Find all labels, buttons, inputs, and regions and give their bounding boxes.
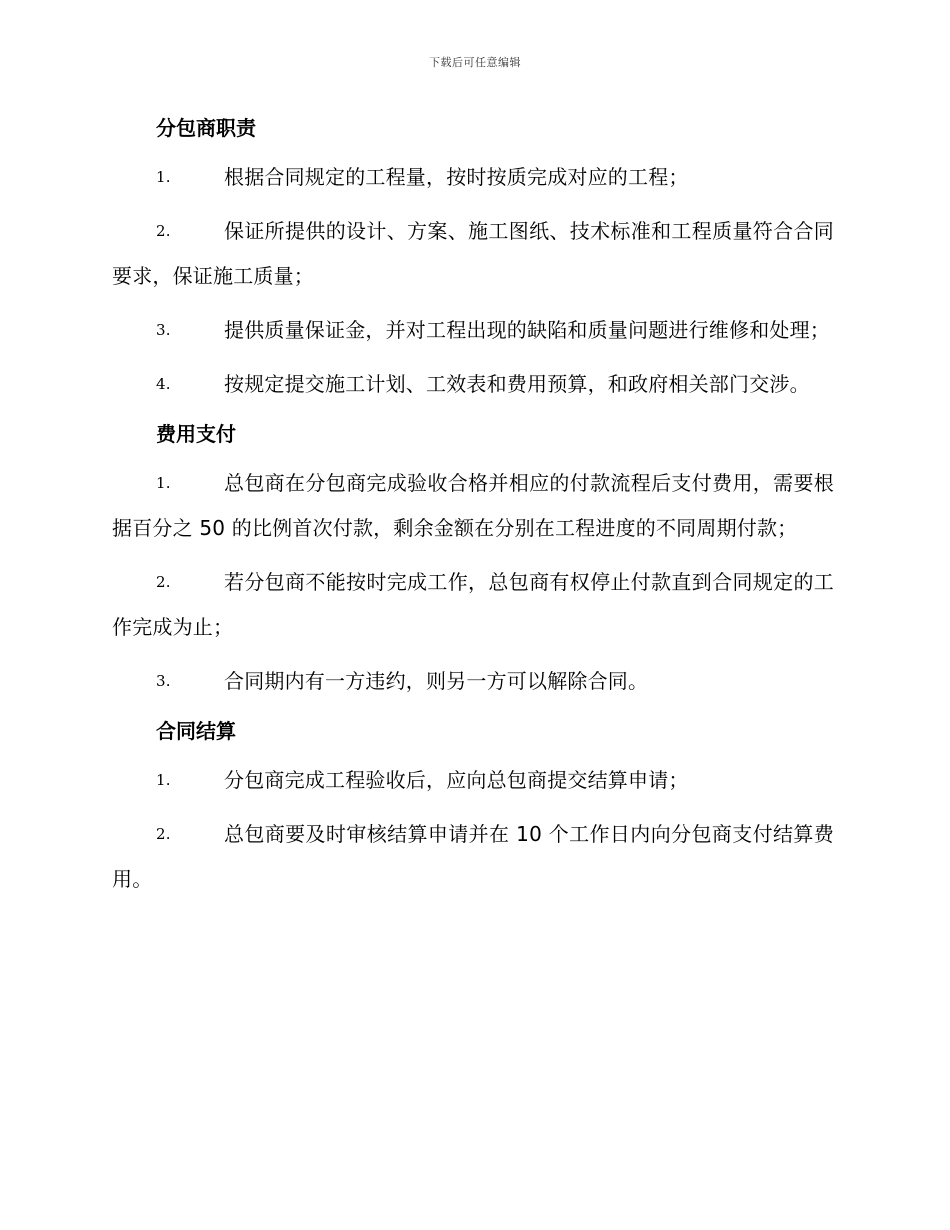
item-text: 根据合同规定的工程量，按时按质完成对应的工程； xyxy=(224,165,689,189)
section-title: 合同结算 xyxy=(156,719,236,743)
item-number: 1. xyxy=(156,771,171,789)
item-text: 总包商在分包商完成验收合格并相应的付款流程后支付费用，需要根据百分之 50 的比例首次付款，剩余金额在分别在工程进度的不同周期付款； xyxy=(112,471,834,540)
list-item xyxy=(112,812,834,902)
list-item xyxy=(112,560,834,650)
item-number: 1. xyxy=(156,168,171,186)
page-header: 下载后可任意编辑 xyxy=(429,56,521,69)
item-text: 合同期内有一方违约，则另一方可以解除合同。 xyxy=(224,669,649,693)
item-number: 2. xyxy=(156,825,171,843)
section-payment xyxy=(112,416,834,704)
list-item xyxy=(112,659,834,704)
section-responsibilities xyxy=(112,110,834,407)
item-number: 2. xyxy=(156,573,171,591)
list-item xyxy=(112,209,834,299)
section-settlement xyxy=(112,713,834,902)
item-text: 若分包商不能按时完成工作，总包商有权停止付款直到合同规定的工作完成为止； xyxy=(112,570,834,639)
document-body xyxy=(112,110,834,902)
list-item xyxy=(112,155,834,200)
list-item xyxy=(112,362,834,407)
section-title: 费用支付 xyxy=(156,422,236,446)
item-text: 提供质量保证金，并对工程出现的缺陷和质量问题进行维修和处理； xyxy=(224,318,830,342)
list-item xyxy=(112,758,834,803)
section-title: 分包商职责 xyxy=(156,116,256,140)
item-text: 保证所提供的设计、方案、施工图纸、技术标准和工程质量符合合同要求，保证施工质量； xyxy=(112,219,834,288)
list-item xyxy=(112,461,834,551)
item-number: 4. xyxy=(156,375,171,393)
item-text: 总包商要及时审核结算申请并在 10 个工作日内向分包商支付结算费用。 xyxy=(112,822,834,891)
item-text: 按规定提交施工计划、工效表和费用预算，和政府相关部门交涉。 xyxy=(224,372,810,396)
item-number: 1. xyxy=(156,474,171,492)
item-text: 分包商完成工程验收后，应向总包商提交结算申请； xyxy=(224,768,689,792)
list-item xyxy=(112,308,834,353)
item-number: 3. xyxy=(156,321,171,339)
item-number: 3. xyxy=(156,672,171,690)
item-number: 2. xyxy=(156,222,171,240)
